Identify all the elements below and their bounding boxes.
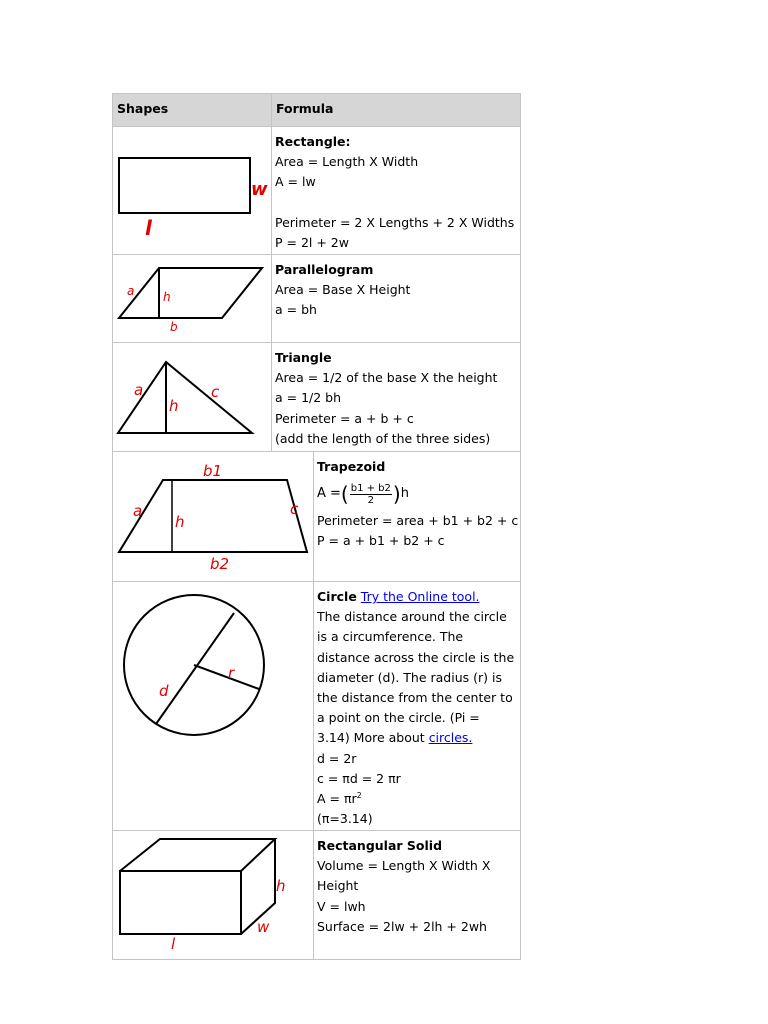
label-d: d [159, 682, 169, 700]
row-rectangular-solid [112, 830, 521, 960]
rect-solid-formula [313, 831, 522, 959]
parallelogram-line-1: Area = Base X Height [275, 282, 411, 298]
label-a: a [127, 284, 135, 298]
label-w: w [257, 918, 270, 936]
rect-solid-title: Rectangular Solid [317, 838, 443, 853]
trapezoid-line-1: Perimeter = area + b1 + b2 + c [317, 513, 519, 529]
header-shapes: Shapes [117, 101, 169, 116]
triangle-figure [113, 343, 271, 451]
trapezoid-open-paren: ( [340, 482, 349, 507]
label-h: h [163, 290, 171, 304]
triangle-formula [271, 343, 522, 451]
circle-more-prefix: 3.14) More about [317, 730, 429, 746]
label-r: r [228, 664, 235, 682]
label-l: l [171, 935, 176, 953]
triangle-title: Triangle [275, 350, 332, 365]
rectangle-shape [119, 158, 250, 213]
circle-figure [113, 582, 313, 830]
rectangle-formula [271, 127, 522, 254]
trapezoid-diagram [113, 452, 313, 581]
circles-link[interactable]: circles. [428, 730, 473, 746]
label-h: h [175, 513, 185, 531]
rect-solid-figure [113, 831, 313, 959]
parallelogram-line-2: a = bh [275, 302, 317, 318]
circle-title: Circle [317, 589, 357, 604]
rect-solid-diagram [113, 831, 313, 959]
circle-area-exponent: 2 [356, 790, 362, 800]
table-header-row [112, 93, 521, 127]
parallelogram-formula [271, 255, 522, 342]
parallelogram-diagram [113, 255, 271, 342]
label-w: w [251, 179, 268, 200]
circle-diagram [113, 582, 313, 830]
row-rectangle [112, 126, 521, 255]
parallelogram-shape [119, 268, 262, 318]
row-trapezoid [112, 451, 521, 582]
circle-diameter-line [156, 613, 234, 724]
label-c: c [211, 383, 220, 401]
circle-line-1: The distance around the circle [317, 609, 507, 625]
triangle-line-4: (add the length of the three sides) [275, 430, 491, 446]
shapes-formula-table [112, 94, 521, 960]
rect-solid-line-4: Surface = 2lw + 2lh + 2wh [317, 918, 487, 934]
circle-formula-area [317, 789, 519, 809]
triangle-diagram [113, 343, 271, 451]
trapezoid-fraction [350, 483, 392, 506]
circle-formula-diameter: d = 2r [317, 750, 357, 766]
circle-formula [313, 582, 522, 830]
row-triangle [112, 342, 521, 452]
rectangle-title: Rectangle: [275, 134, 351, 149]
rectangle-diagram [113, 127, 271, 254]
label-b2: b2 [210, 555, 230, 573]
parallelogram-figure [113, 255, 271, 342]
circle-line-5: the distance from the center to [317, 690, 513, 706]
rect-solid-line-1: Volume = Length X Width X [317, 858, 491, 874]
rect-solid-line-2: Height [317, 878, 359, 894]
circle-line-4: diameter (d). The radius (r) is [317, 669, 502, 685]
circle-area-base: A = πr [317, 791, 357, 807]
trapezoid-shape [119, 480, 307, 552]
rectangle-line-1: Area = Length X Width [275, 154, 419, 170]
trapezoid-numerator: b1 + b2 [350, 482, 391, 494]
trapezoid-line-2: P = a + b1 + b2 + c [317, 533, 445, 549]
circle-formula-circumference: c = πd = 2 πr [317, 770, 401, 786]
triangle-line-1: Area = 1/2 of the base X the height [275, 370, 498, 386]
trapezoid-denominator: 2 [367, 494, 374, 506]
rect-solid-front-face [120, 871, 241, 934]
triangle-line-2: a = 1/2 bh [275, 390, 342, 406]
label-c: c [290, 500, 299, 518]
circle-radius-line [194, 665, 259, 689]
rectangle-line-4: Perimeter = 2 X Lengths + 2 X Widths [275, 214, 515, 230]
circle-more-line [317, 728, 519, 748]
rectangle-line-2: A = lw [275, 174, 316, 190]
circle-line-2: is a circumference. The [317, 629, 464, 645]
circle-line-6: a point on the circle. (Pi = [317, 710, 480, 726]
label-a: a [134, 381, 144, 399]
online-tool-link[interactable]: Try the Online tool. [360, 589, 480, 604]
label-h: h [169, 397, 179, 415]
rect-solid-top-face [120, 839, 275, 871]
trapezoid-title: Trapezoid [317, 459, 386, 474]
header-formula: Formula [271, 94, 522, 126]
label-b1: b1 [203, 462, 223, 480]
label-a: a [133, 502, 143, 520]
trapezoid-area-formula [317, 477, 519, 511]
trapezoid-area-suffix: h [400, 486, 409, 502]
trapezoid-formula [313, 452, 522, 581]
rectangle-line-5: P = 2l + 2w [275, 234, 349, 250]
row-circle [112, 581, 521, 831]
rect-solid-line-3: V = lwh [317, 898, 366, 914]
trapezoid-close-paren: ) [392, 482, 401, 507]
circle-formula-pi: (π=3.14) [317, 811, 373, 827]
label-l: l [145, 216, 152, 240]
label-b: b [170, 320, 178, 334]
parallelogram-title: Parallelogram [275, 262, 374, 277]
trapezoid-figure [113, 452, 313, 581]
rectangle-spacer [275, 193, 519, 213]
triangle-line-3: Perimeter = a + b + c [275, 410, 414, 426]
circle-title-line [317, 587, 519, 607]
row-parallelogram [112, 254, 521, 343]
label-h: h [276, 877, 286, 895]
circle-line-3: distance across the circle is the [317, 649, 515, 665]
rectangle-figure [113, 127, 271, 254]
trapezoid-area-lhs: A = [317, 486, 341, 502]
